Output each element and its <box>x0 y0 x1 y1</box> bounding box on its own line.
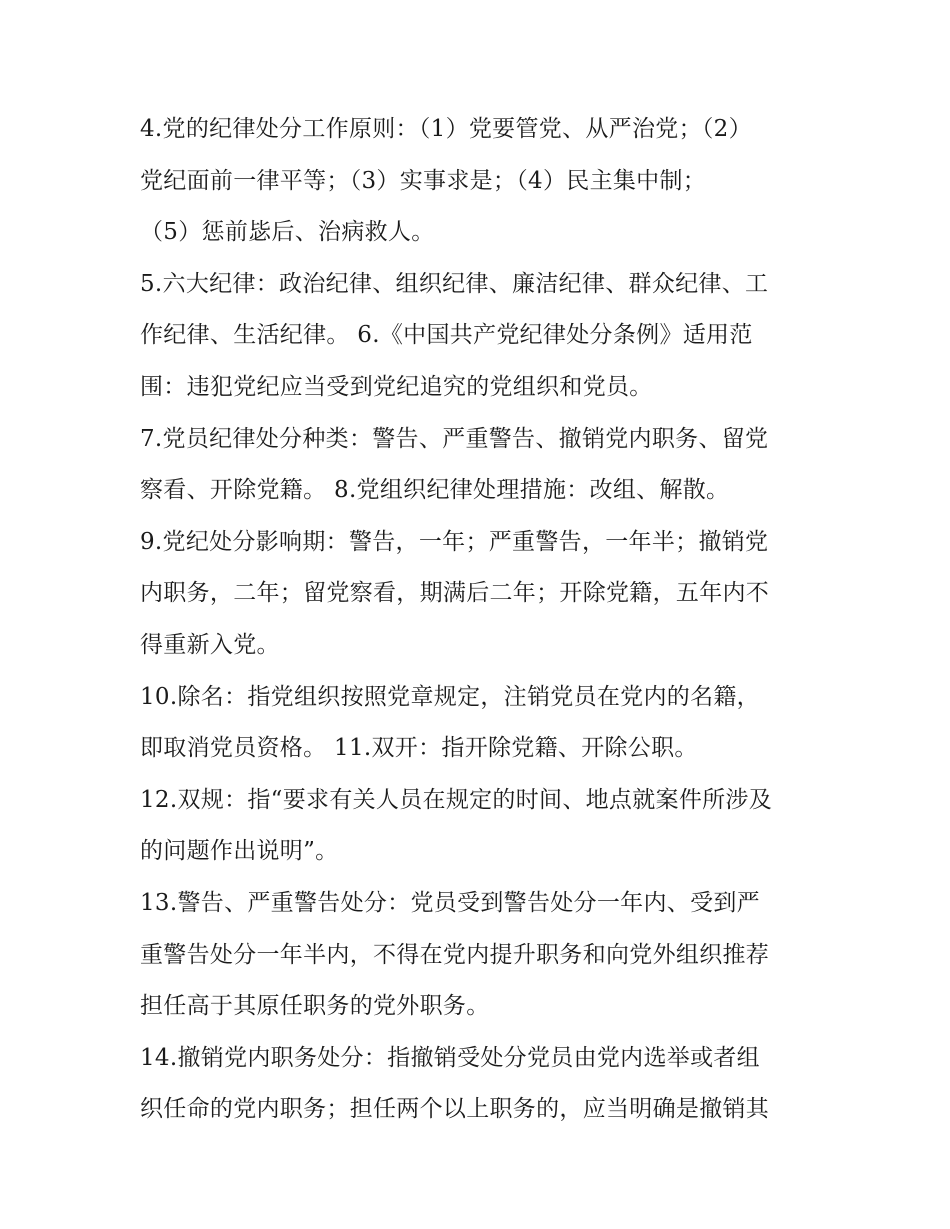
text-line: 5.六大纪律：政治纪律、组织纪律、廉洁纪律、群众纪律、工 <box>140 270 769 297</box>
text-line: 织任命的党内职务；担任两个以上职务的，应当明确是撤销其 <box>140 1096 770 1123</box>
document-body <box>140 110 820 1142</box>
text-line: 4.党的纪律处分工作原则：（1）党要管党、从严治党；（2） <box>140 116 752 142</box>
text-line: 7.党员纪律处分种类：警告、严重警告、撤销党内职务、留党 <box>140 425 769 452</box>
text-line: 12.双规：指“要求有关人员在规定的时间、地点就案件所涉及 <box>140 786 773 813</box>
text-line: 10.除名：指党组织按照党章规定，注销党员在党内的名籍， <box>140 683 760 710</box>
text-line: 作纪律、生活纪律。 6.《中国共产党纪律处分条例》适用范 <box>140 322 753 349</box>
text-line: 围：违犯党纪应当受到党纪追究的党组织和党员。 <box>140 373 653 400</box>
text-line: 得重新入党。 <box>140 631 280 658</box>
text-line: 担任高于其原任职务的党外职务。 <box>140 993 490 1020</box>
text-line: 的问题作出说明”。 <box>140 838 339 865</box>
text-line: 13.警告、严重警告处分：党员受到警告处分一年内、受到严 <box>140 889 760 916</box>
text-line: （5）惩前毖后、治病救人。 <box>140 219 435 246</box>
text-line: 察看、开除党籍。 8.党组织纪律处理措施：改组、解散。 <box>140 477 730 504</box>
text-line: 14.撤销党内职务处分：指撤销受处分党员由党内选举或者组 <box>140 1044 760 1071</box>
text-line: 9.党纪处分影响期：警告，一年；严重警告，一年半；撤销党 <box>140 528 769 555</box>
text-line: 党纪面前一律平等；（3）实事求是；（4）民主集中制； <box>140 167 707 194</box>
text-line: 内职务，二年；留党察看，期满后二年；开除党籍，五年内不 <box>140 580 770 607</box>
text-line: 即取消党员资格。 11.双开：指开除党籍、开除公职。 <box>140 735 698 762</box>
text-line: 重警告处分一年半内，不得在党内提升职务和向党外组织推荐 <box>140 941 770 968</box>
